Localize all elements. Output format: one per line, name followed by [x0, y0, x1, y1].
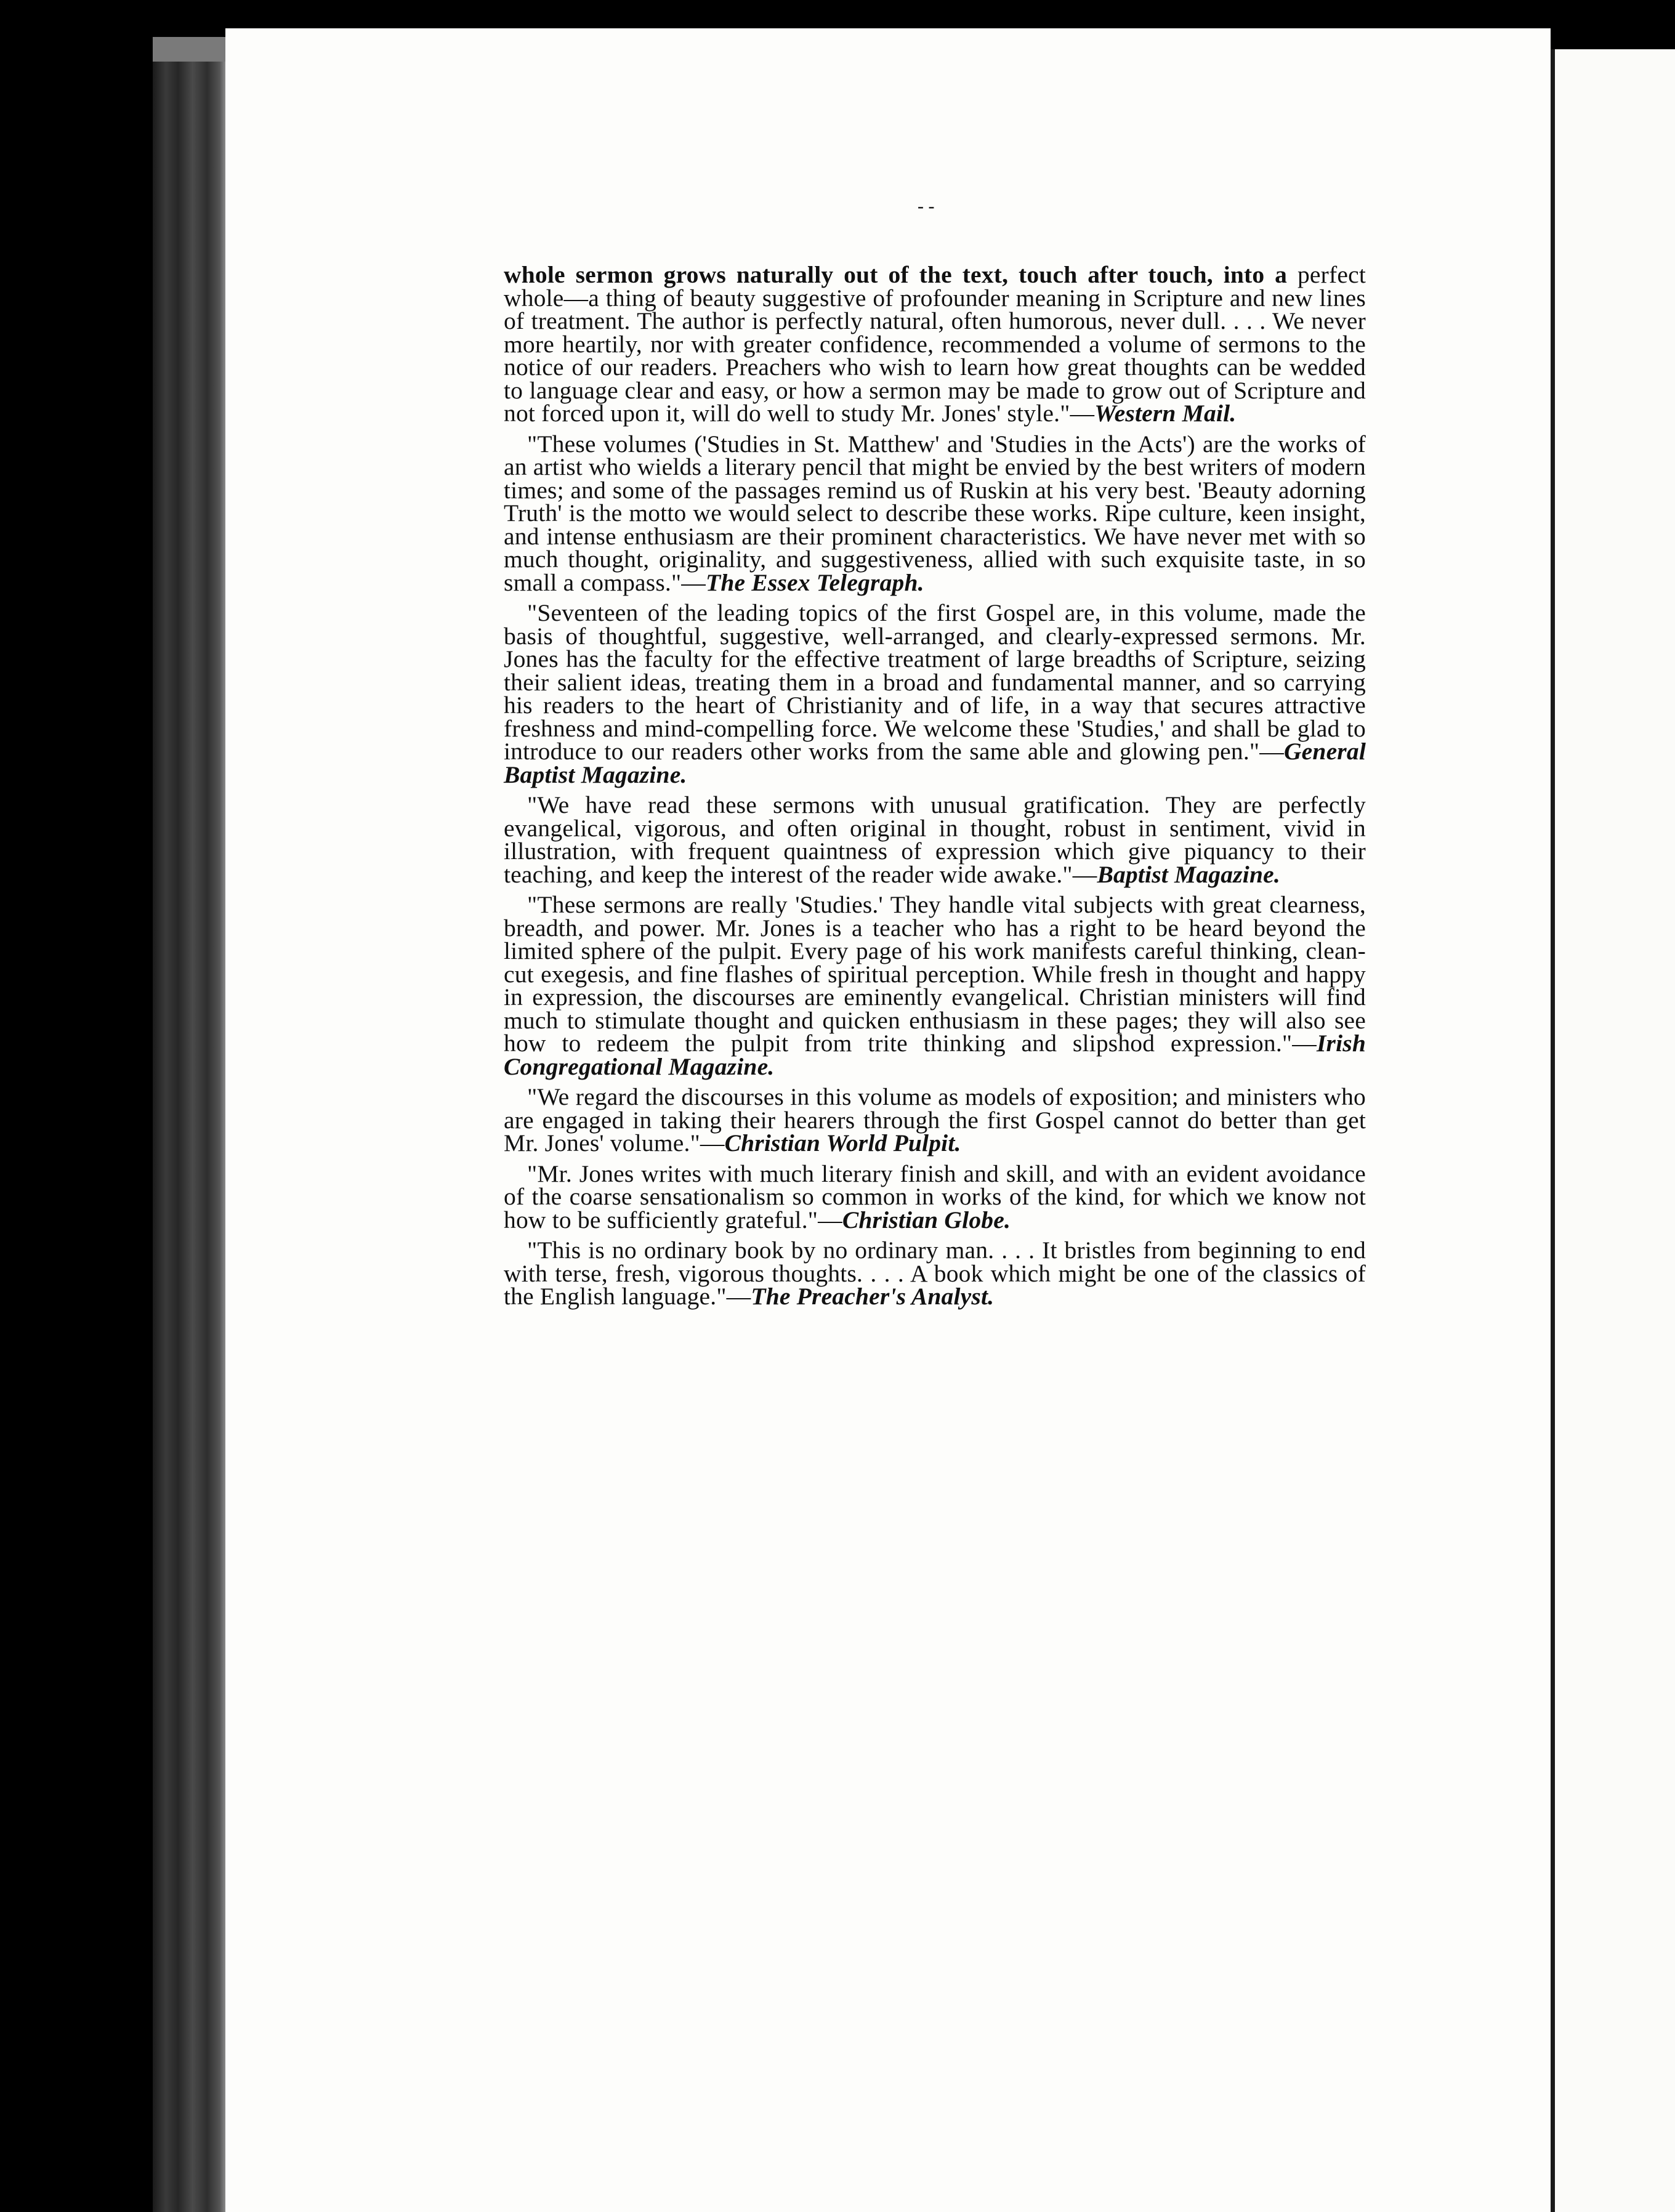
review-5-body: "These sermons are really 'Studies.' They handle vital subjects with great clearness, breadth, and power. Mr. Jones is a teacher who has a right to be heard beyond the limited sphere of the pulpit. Every page of his work manifests careful thinking, clean-cut exegesis, and fine flashes of spiritual perception. While fresh in thought and happy in expression, the discourses are eminently evangelical. Christian ministers will find much to stimulate thought and quicken enthusiasm in these pages; they will also see how to redeem the pulpit from trite thinking and slipshod expression."— — [504, 891, 1366, 1057]
review-paragraph-2 — [504, 430, 1366, 596]
review-paragraph-1 — [504, 261, 1366, 427]
review-paragraph-3 — [504, 599, 1366, 788]
review-3-body: "Seventeen of the leading topics of the first Gospel are, in this volume, made the basis of thoughtful, suggestive, well-arranged, and clearly-expressed sermons. Mr. Jones has the faculty for the effective treatment of large breadths of Scripture, seizing their salient ideas, treating them in a broad and fundamental manner, and so carrying his readers to the heart of Christianity and of life, in a way that secures attractive freshness and mind-compelling force. We welcome these 'Studies,' and shall be glad to introduce to our readers other works from the same able and glowing pen."— — [504, 599, 1366, 765]
review-8-body: "This is no ordinary book by no ordinary man. . . . It bristles from beginning to end with terse, fresh, vigorous thoughts. . . . A book which might be one of the classics of the English language."— — [504, 1237, 1366, 1310]
review-6-source: Christian World Pulpit. — [724, 1129, 961, 1156]
review-paragraph-4 — [504, 791, 1366, 888]
review-7-body: "Mr. Jones writes with much literary finish and skill, and with an evident avoidance of the coarse sensationalism so common in works of the kind, for which we know not how to be sufficiently grateful."— — [504, 1160, 1366, 1233]
adjacent-page — [1555, 49, 1675, 2212]
review-7-source: Christian Globe. — [842, 1206, 1011, 1233]
page-gutter-line — [1551, 49, 1555, 2212]
review-8-source: The Preacher's Analyst. — [751, 1283, 995, 1310]
review-3-source: General Baptist Magazine. — [504, 738, 1366, 788]
review-1-source: Western Mail. — [1094, 400, 1237, 427]
review-1-lead: whole sermon grows naturally out of the text, touch after touch, into a — [504, 261, 1288, 288]
review-4-body: "We have read these sermons with unusual gratification. They are perfectly evangelical, vigorous, and often original in thought, robust in sentiment, vivid in illustration, with frequent quaintness of expression which give piquancy to their teaching, and keep the interest of the reader wide awake."— — [504, 791, 1366, 888]
book-edge-top — [153, 37, 225, 62]
review-text-block — [504, 261, 1366, 1316]
review-5-source: Irish Congregational Magazine. — [504, 1030, 1366, 1080]
review-4-source: Baptist Magazine. — [1097, 860, 1280, 888]
review-6-body: "We regard the discourses in this volume as models of exposition; and ministers who are engaged in taking their hearers through the first Gospel cannot do better than get Mr. Jones' volume."— — [504, 1083, 1366, 1156]
review-paragraph-5 — [504, 891, 1366, 1080]
review-1-body: perfect whole—a thing of beauty suggestive of profounder meaning in Scripture and new lines of treatment. The author is perfectly natural, often humorous, never dull. . . . We never more heartily, nor with greater confidence, recommended a volume of sermons to the notice of our readers. Preachers who wish to learn how great thoughts can be wedded to language clear and easy, or how a sermon may be made to grow out of Scripture and not forced upon it, will do well to study Mr. Jones' style."— — [504, 261, 1366, 427]
review-paragraph-8 — [504, 1239, 1366, 1309]
book-spine-edge — [153, 37, 225, 2212]
review-2-body: "These volumes ('Studies in St. Matthew' and 'Studies in the Acts') are the works of an artist who wields a literary pencil that might be envied by the best writers of modern times; and some of the passages remind us of Ruskin at his very best. 'Beauty adorning Truth' is the motto we would select to describe these works. Ripe culture, keen insight, and intense enthusiasm are their prominent characteristics. We have never met with so much thought, originality, and suggestiveness, allied with such exquisite taste, in so small a compass."— — [504, 430, 1366, 596]
review-2-source: The Essex Telegraph. — [706, 568, 924, 596]
top-page-mark: - - — [918, 196, 935, 216]
review-paragraph-6 — [504, 1083, 1366, 1156]
review-paragraph-7 — [504, 1160, 1366, 1233]
